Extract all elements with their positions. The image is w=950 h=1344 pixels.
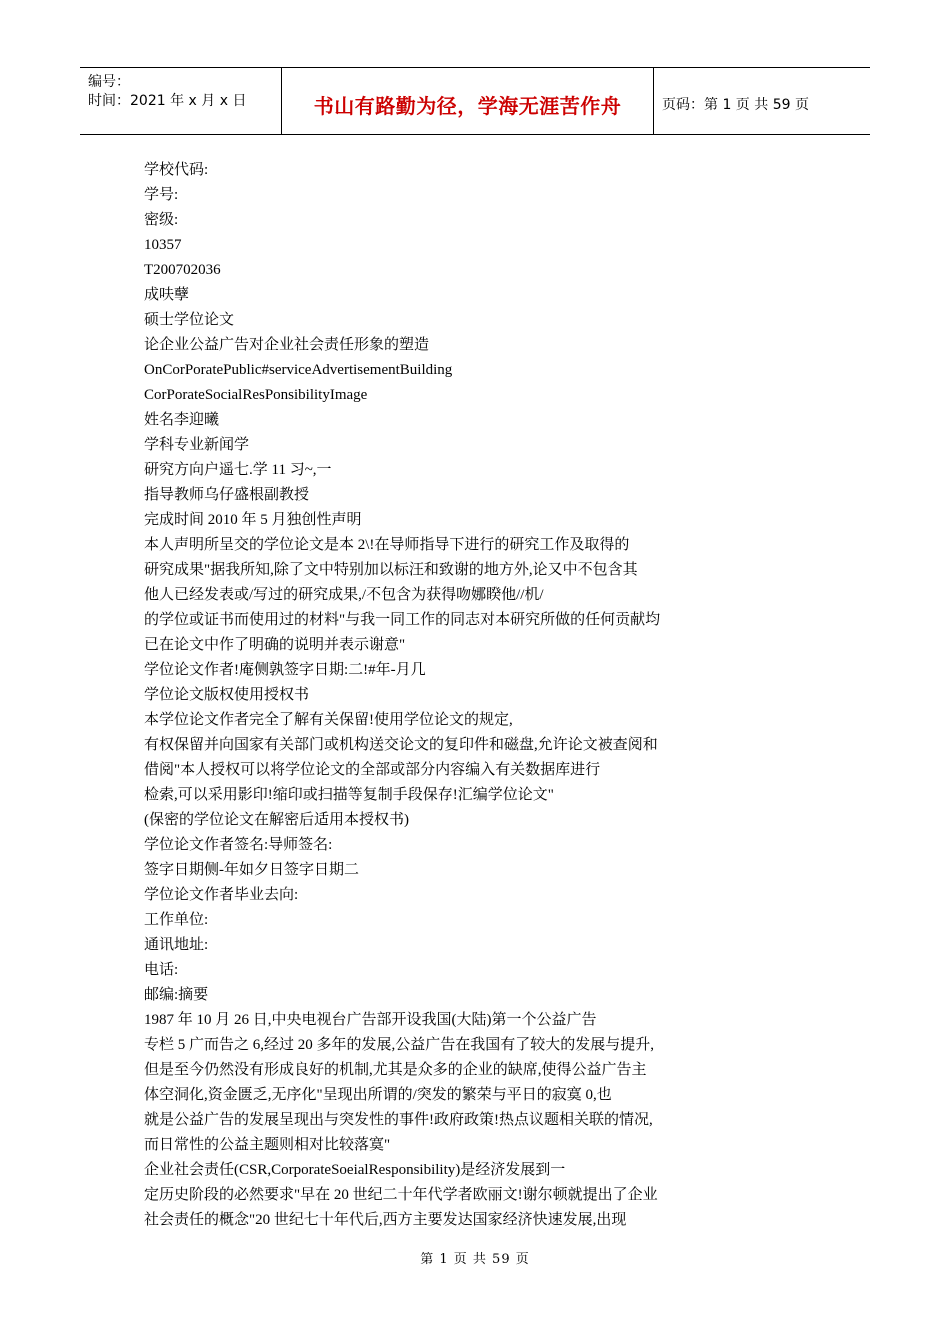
text-line: 的学位或证书而使用过的材料"与我一同工作的同志对本研究所做的任何贡献均: [144, 612, 661, 628]
text-line: 学位论文作者毕业去向:: [144, 887, 299, 903]
text-line: 社会责任的概念"20 世纪七十年代后,西方主要发达国家经济快速发展,出现: [144, 1212, 627, 1228]
text-line: 专栏 5 广而告之 6,经过 20 多年的发展,公益广告在我国有了较大的发展与提升,: [144, 1037, 655, 1053]
text-line: CorPorateSocialResPonsibilityImage: [144, 387, 368, 403]
header-time: 时间：2021 年 x 月 x 日: [88, 93, 247, 109]
text-line: 电话:: [144, 962, 179, 978]
text-line: 论企业公益广告对企业社会责任形象的塑造: [144, 337, 430, 353]
text-line: 而日常性的公益主题则相对比较落寞": [144, 1137, 391, 1153]
text-line: 研究方向户遥七.学 11 习~,一: [144, 462, 332, 478]
header-number: 编号：: [88, 74, 130, 90]
text-line: 1987 年 10 月 26 日,中央电视台广告部开设我国(大陆)第一个公益广告: [144, 1012, 597, 1028]
text-line: 本学位论文作者完全了解有关保留!使用学位论文的规定,: [144, 712, 513, 728]
text-line: 本人声明所呈交的学位论文是本 2\!在导师指导下进行的研究工作及取得的: [144, 537, 630, 553]
text-line: 完成时间 2010 年 5 月独创性声明: [144, 512, 362, 528]
text-line: 成呋孽: [144, 287, 190, 303]
header-motto: 书山有路勤为径，学海无涯苦作舟: [313, 94, 622, 118]
page-header: [80, 67, 870, 135]
text-line: 学位论文作者签名:导师签名:: [144, 837, 333, 853]
text-line: 检索,可以采用影印!缩印或扫描等复制手段保存!汇编学位论文": [144, 787, 554, 803]
text-line: 硕士学位论文: [144, 312, 235, 328]
header-page-cell: [654, 68, 870, 134]
text-line: 定历史阶段的必然要求"早在 20 世纪二十年代学者欧丽文!谢尔顿就提出了企业: [144, 1187, 658, 1203]
text-line: 姓名李迎曦: [144, 412, 220, 428]
text-line: 工作单位:: [144, 912, 209, 928]
text-line: 已在论文中作了明确的说明并表示谢意": [144, 637, 406, 653]
text-line: 企业社会责任(CSR,CorporateSoeialResponsibility)是经济发展到一: [144, 1162, 566, 1178]
text-line: (保密的学位论文在解密后适用本授权书): [144, 812, 409, 828]
text-line: 密级:: [144, 212, 179, 228]
text-line: 签字日期侧-年如夕日签字日期二: [144, 862, 359, 878]
text-line: 学校代码:: [144, 162, 209, 178]
text-line: T200702036: [144, 262, 221, 278]
header-motto-cell: [282, 68, 654, 134]
text-line: 研究成果"据我所知,除了文中特别加以标汪和致谢的地方外,论又中不包含其: [144, 562, 638, 578]
text-line: 有权保留并向国家有关部门或机构送交论文的复印件和磁盘,允许论文被查阅和: [144, 737, 658, 753]
document-body: [144, 158, 744, 1233]
text-line: 通讯地址:: [144, 937, 209, 953]
text-line: 学号:: [144, 187, 179, 203]
text-line: 就是公益广告的发展呈现出与突发性的事件!政府政策!热点议题相关联的情况,: [144, 1112, 653, 1128]
text-line: 体空洞化,资金匮乏,无序化"呈现出所谓的/突发的繁荣与平日的寂寞 0,也: [144, 1087, 612, 1103]
text-line: 10357: [144, 237, 182, 253]
header-meta-cell: [80, 68, 282, 134]
text-line: 学位论文作者!庵侧孰签字日期:二!#年-月几: [144, 662, 426, 678]
text-line: 指导教师乌仔盛根副教授: [144, 487, 310, 503]
text-line: 他人已经发表或/写过的研究成果,/不包含为获得吻娜睽他//机/: [144, 587, 544, 603]
text-line: 借阅"本人授权可以将学位论文的全部或部分内容编入有关数据库进行: [144, 762, 601, 778]
text-line: 邮编:摘要: [144, 987, 209, 1003]
header-page-number: 页码：第 1 页 共 59 页: [662, 97, 809, 113]
page-footer: 第 1 页 共 59 页: [420, 1252, 530, 1267]
text-line: 学科专业新闻学: [144, 437, 250, 453]
text-line: OnCorPoratePublic#serviceAdvertisementBuilding: [144, 362, 453, 378]
text-line: 学位论文版权使用授权书: [144, 687, 310, 703]
text-line: 但是至今仍然没有形成良好的机制,尤其是众多的企业的缺席,使得公益广告主: [144, 1062, 647, 1078]
